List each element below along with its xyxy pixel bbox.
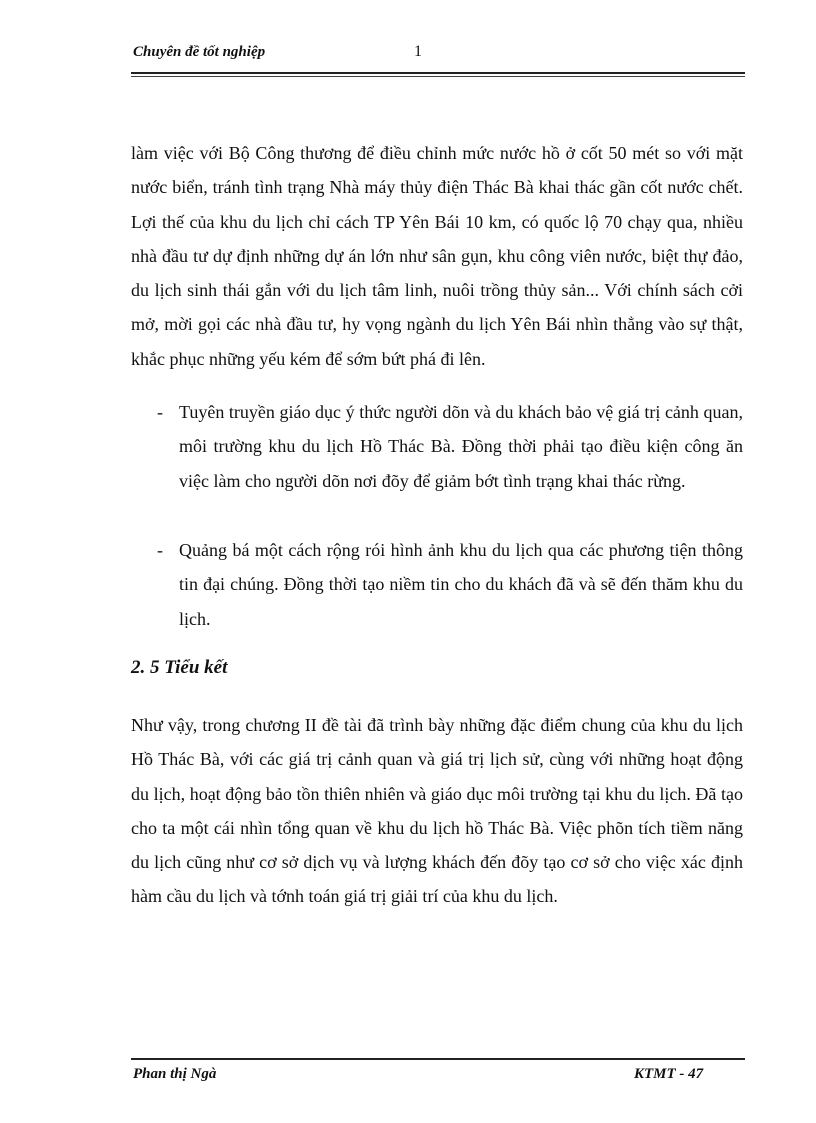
header-rule-thin bbox=[131, 76, 745, 77]
bullet-list-item-1 bbox=[131, 395, 743, 498]
header-page-number: 1 bbox=[414, 43, 422, 60]
document-title: Chuyên đề tốt nghiệp bbox=[133, 44, 266, 60]
bullet-text: Quảng bá một cách rộng rói hình ảnh khu du lịch qua các phương tiện thông tin đại chúng. Đồng thời tạo niềm tin cho du khách đã và sẽ đến thăm khu du lịch. bbox=[179, 540, 743, 629]
list-item bbox=[131, 533, 743, 636]
list-item bbox=[131, 395, 743, 498]
bullet-marker: - bbox=[157, 402, 163, 422]
body-paragraph-2: Như vậy, trong chương II đề tài đã trình bày những đặc điểm chung của khu du lịch Hồ Thác Bà, với các giá trị cảnh quan và giá trị lịch sử, cùng với những hoạt động du lịch, hoạt động bảo tồn thiên nhiên và giáo dục môi trường tại khu du lịch. Đã tạo cho ta một cái nhìn tổng quan về khu du lịch hồ Thác Bà. Việc phõn tích tiềm năng du lịch cũng như cơ sở dịch vụ và lượng khách đến đõy tạo cơ sở cho việc xác định hàm cầu du lịch và tớnh toán giá trị giải trí của khu du lịch. bbox=[131, 715, 743, 907]
footer-author: Phan thị Ngà bbox=[133, 1066, 217, 1082]
page-header bbox=[131, 40, 745, 64]
header-rule-thick bbox=[131, 72, 745, 74]
footer-rule bbox=[131, 1058, 745, 1060]
section-heading: 2. 5 Tiểu kết bbox=[131, 657, 228, 678]
body-paragraph-1: làm việc với Bộ Công thương để điều chỉnh mức nước hồ ở cốt 50 mét so với mặt nước biển, tránh tình trạng Nhà máy thủy điện Thác Bà khai thác gần cốt nước chết. Lợi thế của khu du lịch chỉ cách TP Yên Bái 10 km, có quốc lộ 70 chạy qua, nhiều nhà đầu tư dự định những dự án lớn như sân gụn, khu công viên nước, biệt thự đảo, du lịch sinh thái gắn với du lịch tâm linh, nuôi trồng thủy sản... Với chính sách cởi mở, mời gọi các nhà đầu tư, hy vọng ngành du lịch Yên Bái nhìn thẳng vào sự thật, khắc phục những yếu kém để sớm bứt phá đi lên. bbox=[131, 143, 743, 369]
footer-code: KTMT - 47 bbox=[634, 1066, 704, 1082]
bullet-text: Tuyên truyền giáo dục ý thức người dõn và du khách bảo vệ giá trị cảnh quan, môi trường khu du lịch Hồ Thác Bà. Đồng thời phải tạo điều kiện công ăn việc làm cho người dõn nơi đõy để giảm bớt tình trạng khai thác rừng. bbox=[179, 402, 743, 491]
bullet-marker: - bbox=[157, 540, 163, 560]
bullet-list-item-2 bbox=[131, 533, 743, 636]
